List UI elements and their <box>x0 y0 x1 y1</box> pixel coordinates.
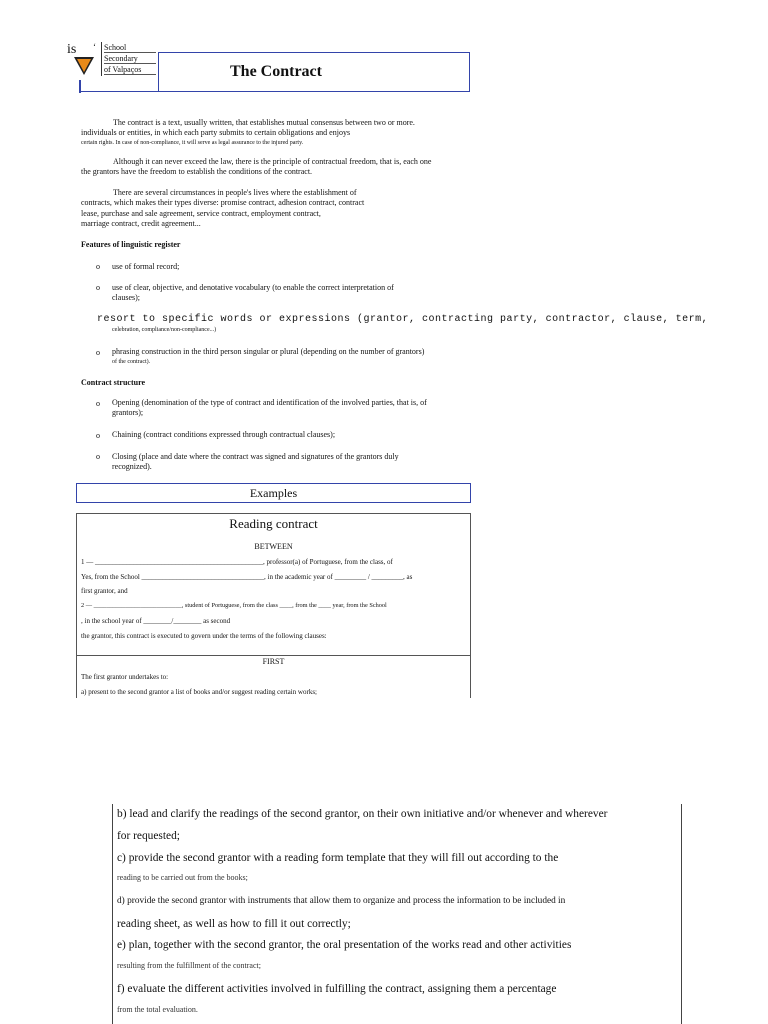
contract-line: Yes, from the School ___________________________________, in the academic year of _________ / _________, as <box>81 573 413 581</box>
contract-line: a) present to the second grantor a list of books and/or suggest reading certain works; <box>81 688 317 696</box>
clause-d: d) provide the second grantor with instruments that allow them to organize and process the information to be included in <box>117 896 566 906</box>
school-logo <box>66 42 106 82</box>
contract-line: first grantor, and <box>81 587 128 595</box>
contract-line: 2 — ____________________________, student of Portuguese, from the class ____, from the ____ year, from the School <box>81 602 387 609</box>
school-name-line3: of Valpaços <box>104 65 156 75</box>
feature-item-2 <box>112 283 394 304</box>
clause-b-cont: for requested; <box>117 830 180 842</box>
logo-mark: ʻ <box>93 42 96 52</box>
first-clause-label: FIRST <box>262 657 285 666</box>
clause-divider <box>76 655 471 656</box>
contract-line: 1 — ________________________________________________, professor(a) of Portuguese, from the class, of <box>81 558 393 566</box>
logo-divider <box>101 42 102 76</box>
bullet-icon: o <box>96 283 100 292</box>
title-box-bottom-line <box>79 91 159 92</box>
feature-item-1: use of formal record; <box>112 262 180 271</box>
page-title: The Contract <box>230 63 322 80</box>
text-line: clauses); <box>112 293 140 303</box>
clause-f-cont: from the total evaluation. <box>117 1005 198 1014</box>
feature-item-4-cont: of the contract). <box>112 359 151 365</box>
structure-heading: Contract structure <box>81 378 146 387</box>
intro-paragraph-3 <box>81 188 481 229</box>
text-line: individuals or entities, in which each party submits to certain obligations and enjoys <box>81 128 351 138</box>
intro-paragraph-1 <box>81 118 481 147</box>
text-line: Opening (denomination of the type of contract and identification of the involved parties, that is, of <box>112 398 427 407</box>
examples-box <box>76 483 471 503</box>
bullet-icon: o <box>96 262 100 271</box>
text-line: The contract is a text, usually written, that establishes mutual consensus between two or more. <box>113 118 415 127</box>
clause-c: c) provide the second grantor with a reading form template that they will fill out according to the <box>117 852 559 864</box>
clause-b: b) lead and clarify the readings of the second grantor, on their own initiative and/or whenever and wherever <box>117 808 608 820</box>
clause-f: f) evaluate the different activities involved in fulfilling the contract, assigning them a percentage <box>117 983 557 995</box>
bullet-icon: o <box>96 399 100 408</box>
bullet-icon: o <box>96 348 100 357</box>
logo-triangle-icon <box>74 56 94 76</box>
feature-item-4: phrasing construction in the third person singular or plural (depending on the number of grantors) <box>112 347 425 356</box>
bullet-icon: o <box>96 431 100 440</box>
text-line: certain rights. In case of non-compliance, it will serve as legal assurance to the injured party. <box>81 139 304 146</box>
text-line: use of clear, objective, and denotative vocabulary (to enable the correct interpretation of <box>112 283 394 292</box>
text-line: Although it can never exceed the law, there is the principle of contractual freedom, that is, each one <box>113 157 432 166</box>
text-line: contracts, which makes their types diverse: promise contract, adhesion contract, contract <box>81 198 365 208</box>
features-heading: Features of linguistic register <box>81 240 181 249</box>
school-name-line2: Secondary <box>104 54 156 64</box>
text-line: Closing (place and date where the contract was signed and signatures of the grantors duly <box>112 452 399 461</box>
intro-paragraph-2 <box>81 157 481 178</box>
structure-item-3 <box>112 452 399 473</box>
feature-item-3-cont: celebration, compliance/non-compliance...) <box>112 327 217 333</box>
clause-e: e) plan, together with the second grantor, the oral presentation of the works read and other activities <box>117 939 572 951</box>
structure-item-2: Chaining (contract conditions expressed through contractual clauses); <box>112 430 336 439</box>
contract-line: The first grantor undertakes to: <box>81 673 169 681</box>
text-line: the grantors have the freedom to establish the conditions of the contract. <box>81 167 313 177</box>
text-line: grantors); <box>112 408 144 418</box>
text-line: marriage contract, credit agreement... <box>81 218 201 228</box>
clause-d-cont: reading sheet, as well as how to fill it out correctly; <box>117 918 351 930</box>
examples-label: Examples <box>249 486 298 500</box>
text-line: lease, purchase and sale agreement, service contract, employment contract, <box>81 208 321 218</box>
logo-letters: is <box>67 42 77 57</box>
clause-e-cont: resulting from the fulfillment of the contract; <box>117 961 261 970</box>
bullet-icon: o <box>96 452 100 461</box>
feature-item-3: resort to specific words or expressions (grantor, contracting party, contractor, clause, term, <box>97 314 709 325</box>
contract-line: the grantor, this contract is executed to govern under the terms of the following clauses: <box>81 632 327 640</box>
contract-line: , in the school year of ________/________ as second <box>81 617 231 625</box>
clause-c-cont: reading to be carried out from the books; <box>117 873 248 882</box>
school-name-line1: School <box>104 43 156 53</box>
between-label: BETWEEN <box>254 542 293 551</box>
structure-item-1 <box>112 398 427 419</box>
text-line: recognized). <box>112 462 152 472</box>
text-line: There are several circumstances in people's lives where the establishment of <box>113 188 357 197</box>
reading-contract-title: Reading contract <box>229 516 318 531</box>
